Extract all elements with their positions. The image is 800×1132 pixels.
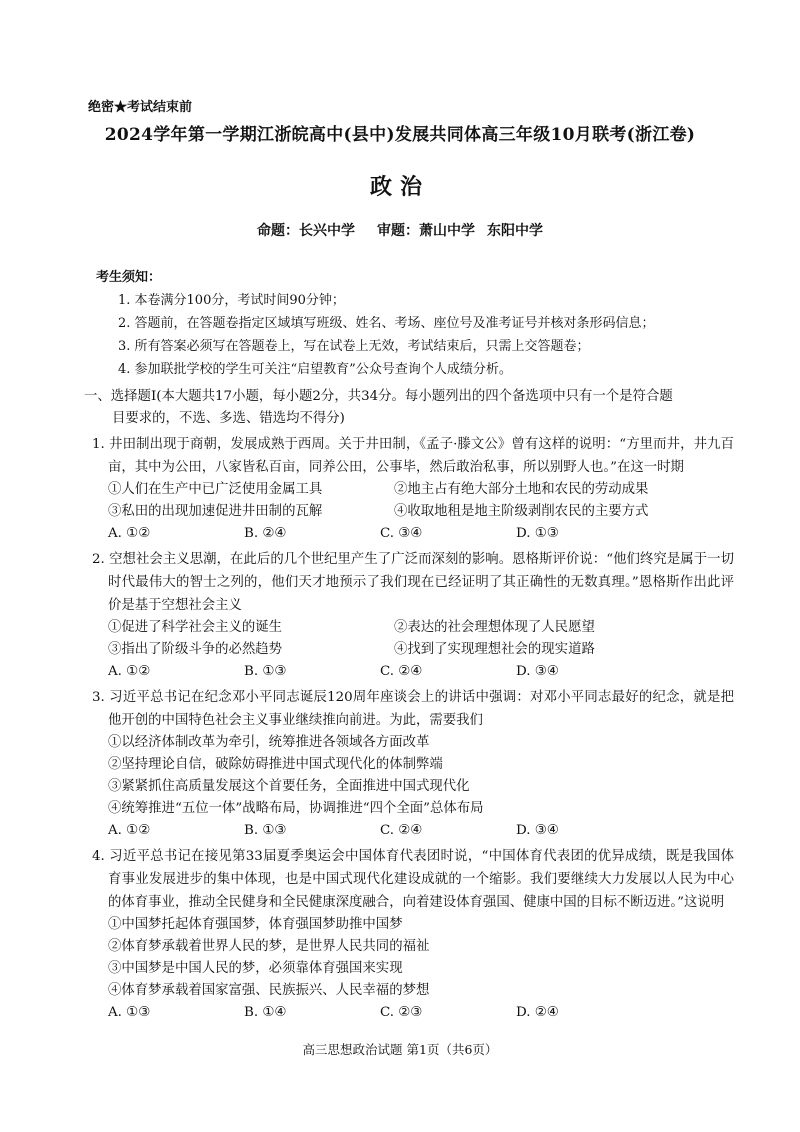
- setter-school: 长兴中学: [299, 223, 355, 239]
- answer-choice: D. ①③: [516, 526, 559, 541]
- exam-notice: [96, 266, 736, 381]
- exam-title: 2024学年第一学期江浙皖高中(县中)发展共同体高三年级10月联考(浙江卷): [104, 125, 696, 145]
- question-stem: 4. 习近平总书记在接见第33届夏季奥运会中国体育代表团时说，“中国体育代表团的优异成绩，既是我国体育事业发展进步的集中体现，也是中国式现代化建设成就的一个缩影。我们要继续大力发展以人民为中心的体育事业，推动全民健身和全民健康深度融合，向着建设体育强国、健康中国的目标不断迈进。”这说明: [92, 849, 734, 910]
- answer-choice: C. ②④: [380, 823, 423, 838]
- answer-choices: [84, 661, 734, 683]
- confidential-mark: 绝密★考试结束前: [88, 100, 193, 115]
- statement-option: ②坚持理论自信，破除妨碍推进中国式现代化的体制弊端: [108, 757, 443, 772]
- reviewer-school-2: 东阳中学: [487, 223, 543, 239]
- answer-choice: D. ③④: [516, 823, 559, 838]
- statement-option: ①人们在生产中已广泛使用金属工具: [108, 482, 323, 497]
- statement-option: ②表达的社会理想体现了人民愿望: [394, 620, 595, 635]
- question-stem: 2. 空想社会主义思潮，在此后的几个世纪里产生了广泛而深刻的影响。恩格斯评价说：“他们终究是属于一切时代最伟大的智士之列的，他们天才地预示了我们现在已经证明了其正确性的无数真理。”恩格斯作出此评价是基于空想社会主义: [92, 552, 734, 613]
- statement-option: ①以经济体制改革为牵引，统筹推进各领域各方面改革: [108, 735, 430, 750]
- answer-choice: B. ①③: [244, 664, 287, 679]
- statement-option: ①中国梦托起体育强国梦，体育强国梦助推中国梦: [108, 917, 403, 932]
- notice-item: 3. 所有答案必须写在答题卷上，写在试卷上无效，考试结束后，只需上交答题卷；: [118, 339, 590, 354]
- question-1: [84, 433, 734, 545]
- answer-choice: B. ②④: [244, 526, 287, 541]
- question-3: [84, 686, 734, 842]
- answer-choice: D. ③④: [516, 664, 559, 679]
- notice-title: 考生须知：: [96, 270, 162, 285]
- statement-option: ③私田的出现加速促进井田制的瓦解: [108, 504, 323, 519]
- answer-choice: B. ①④: [244, 1005, 287, 1020]
- statement-option: ③中国梦是中国人民的梦，必须靠体育强国来实现: [108, 961, 403, 976]
- statement-options: [84, 479, 734, 523]
- answer-choice: B. ①③: [244, 823, 287, 838]
- statement-option: ④找到了实现理想社会的现实道路: [394, 642, 595, 657]
- statement-options: [84, 732, 734, 820]
- answer-choices: [84, 820, 734, 842]
- section-heading-line: 一、选择题Ⅰ(本大题共17小题，每小题2分，共34分。每小题列出的四个备选项中只有一个是符合题: [84, 389, 673, 404]
- setter-label: 命题：: [257, 223, 299, 239]
- notice-item: 1. 本卷满分100分，考试时间90分钟；: [118, 293, 345, 308]
- answer-choices: [84, 1002, 734, 1024]
- authors-line: [0, 220, 800, 240]
- statement-option: ④收取地租是地主阶级剥削农民的主要方式: [394, 504, 649, 519]
- statement-option: ②体育梦承载着世界人民的梦，是世界人民共同的福祉: [108, 939, 430, 954]
- statement-option: ④体育梦承载着国家富强、民族振兴、人民幸福的梦想: [108, 983, 430, 998]
- page-footer: 高三思想政治试题 第1页（共6页）: [302, 1042, 498, 1057]
- statement-option: ①促进了科学社会主义的诞生: [108, 620, 283, 635]
- answer-choice: A. ①②: [108, 526, 151, 541]
- answer-choice: A. ①②: [108, 664, 151, 679]
- statement-option: ③指出了阶级斗争的必然趋势: [108, 642, 283, 657]
- statement-options: [84, 914, 734, 1002]
- statement-options: [84, 617, 734, 661]
- answer-choice: A. ①②: [108, 823, 151, 838]
- question-2: [84, 548, 734, 683]
- question-4: [84, 845, 734, 1024]
- answer-choice: C. ②③: [380, 1005, 423, 1020]
- answer-choice: C. ③④: [380, 526, 423, 541]
- statement-option: ②地主占有绝大部分土地和农民的劳动成果: [394, 482, 649, 497]
- answer-choices: [84, 523, 734, 545]
- notice-item: 4. 参加联批学校的学生可关注“启望教育”公众号查询个人成绩分析。: [118, 362, 512, 377]
- question-stem: 1. 井田制出现于商朝，发展成熟于西周。关于井田制，《孟子·滕文公》曾有这样的说明：“方里而井，井九百亩，其中为公田，八家皆私百亩，同养公田，公事毕，然后敢治私事，所以别野人也。”在这一时期: [92, 437, 734, 475]
- reviewer-label: 审题：: [377, 223, 419, 239]
- question-stem: 3. 习近平总书记在纪念邓小平同志诞辰120周年座谈会上的讲话中强调：对邓小平同志最好的纪念，就是把他开创的中国特色社会主义事业继续推向前进。为此，需要我们: [92, 690, 734, 728]
- answer-choice: C. ②④: [380, 664, 423, 679]
- statement-option: ④统筹推进“五位一体”战略布局，协调推进“四个全面”总体布局: [108, 801, 484, 816]
- question-area: [84, 386, 734, 1024]
- section-heading-line: 目要求的，不选、多选、错选均不得分): [112, 411, 345, 426]
- statement-option: ③紧紧抓住高质量发展这个首要任务，全面推进中国式现代化: [108, 779, 470, 794]
- answer-choice: D. ②④: [516, 1005, 559, 1020]
- reviewer-school-1: 萧山中学: [419, 223, 475, 239]
- answer-choice: A. ①③: [108, 1005, 151, 1020]
- section-heading: [84, 386, 734, 430]
- notice-item: 2. 答题前，在答题卷指定区域填写班级、姓名、考场、座位号及准考证号并核对条形码信息；: [118, 316, 655, 331]
- subject-title: 政治: [369, 174, 430, 200]
